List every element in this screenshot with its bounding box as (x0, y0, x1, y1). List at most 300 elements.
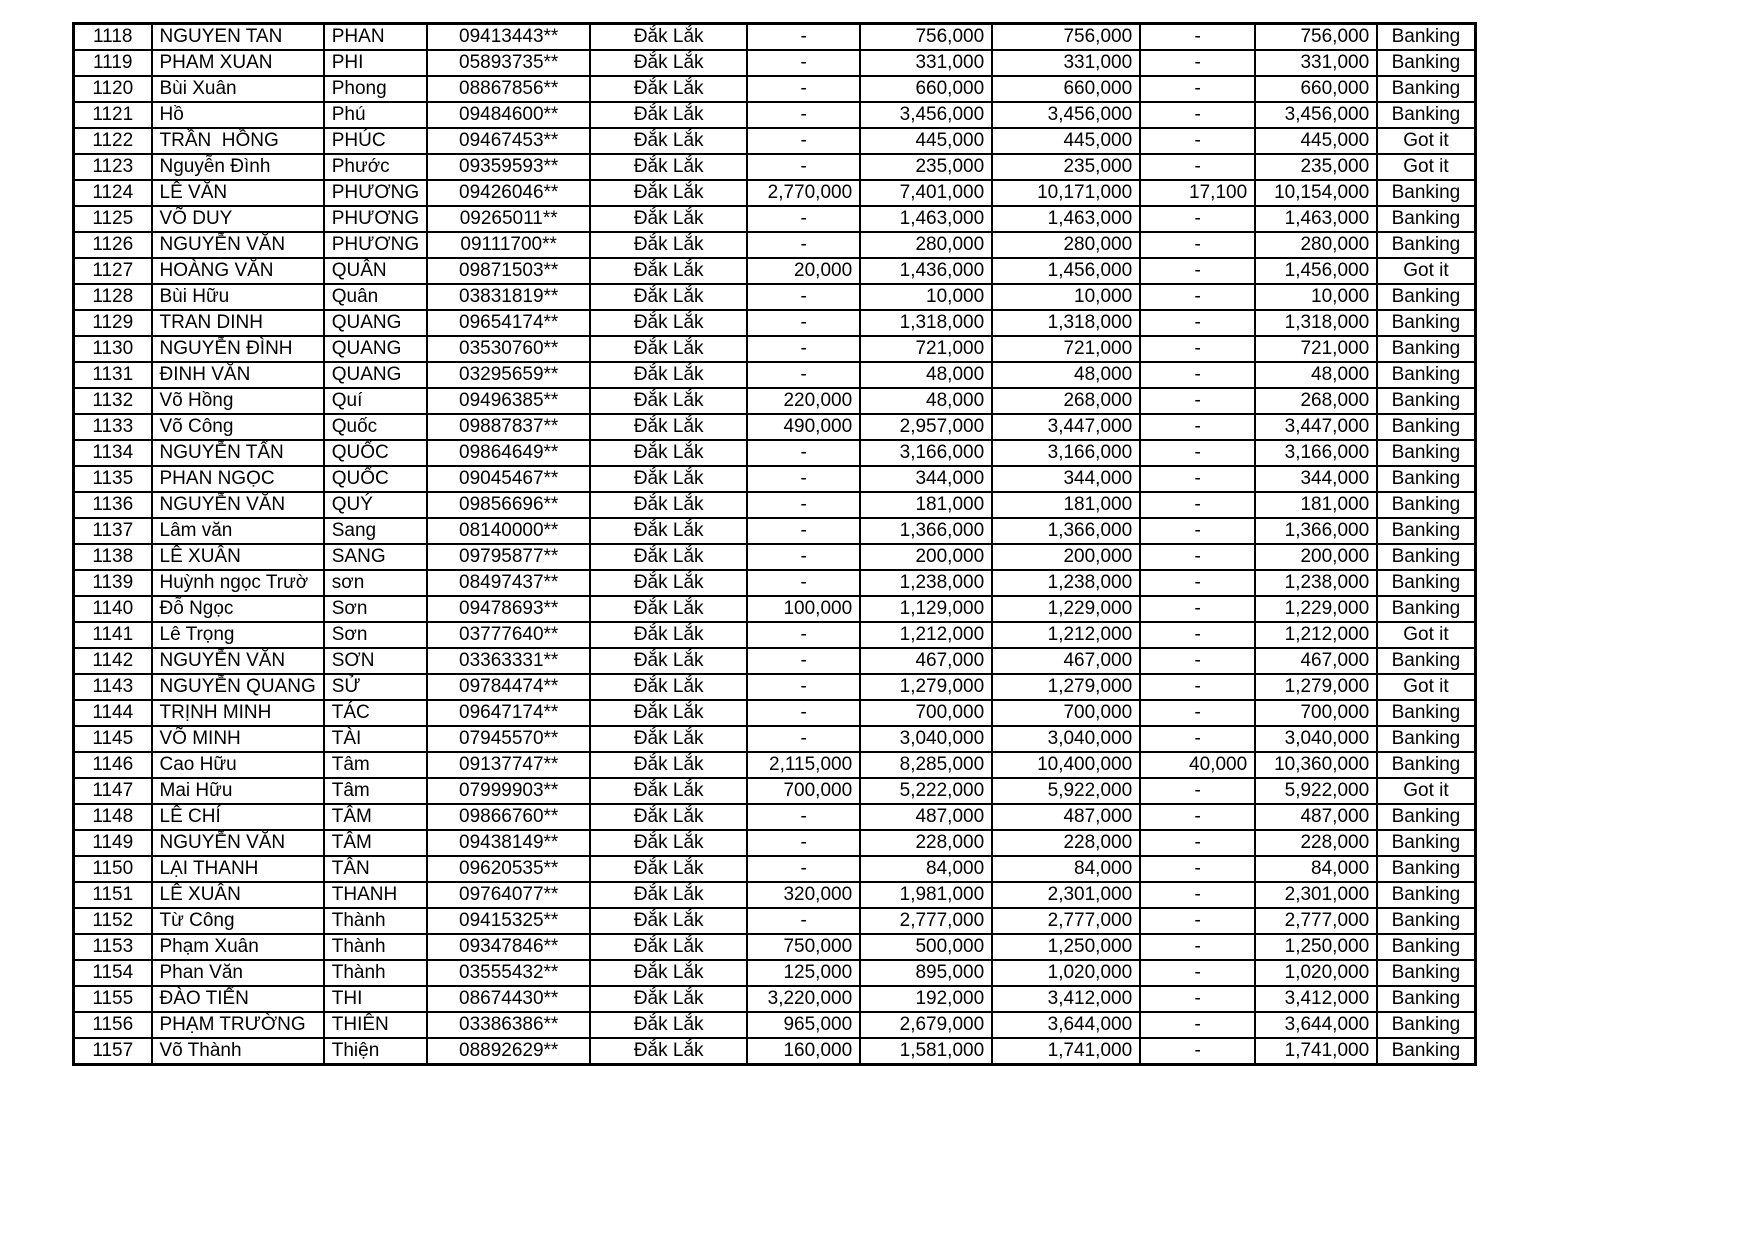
cell-phone: 03777640** (427, 622, 590, 648)
cell-amount-5: 268,000 (1255, 388, 1377, 414)
cell-phone: 09647174** (427, 700, 590, 726)
cell-status: Banking (1377, 726, 1475, 752)
table-row (74, 752, 1476, 778)
cell-province: Đắk Lắk (590, 882, 747, 908)
cell-amount-1: - (747, 492, 860, 518)
cell-row-id: 1122 (74, 128, 152, 154)
cell-province: Đắk Lắk (590, 180, 747, 206)
cell-status: Got it (1377, 778, 1475, 804)
cell-status: Banking (1377, 700, 1475, 726)
cell-phone: 09866760** (427, 804, 590, 830)
cell-amount-4: - (1140, 700, 1255, 726)
cell-amount-3: 3,644,000 (992, 1012, 1140, 1038)
table-row (74, 596, 1476, 622)
cell-status: Banking (1377, 336, 1475, 362)
cell-status: Banking (1377, 934, 1475, 960)
cell-amount-1: - (747, 154, 860, 180)
cell-row-id: 1119 (74, 50, 152, 76)
cell-amount-5: 1,741,000 (1255, 1038, 1377, 1065)
cell-amount-3: 1,741,000 (992, 1038, 1140, 1065)
cell-last-name: Phạm Xuân (152, 934, 324, 960)
table-row (74, 986, 1476, 1012)
cell-amount-3: 1,463,000 (992, 206, 1140, 232)
cell-amount-3: 10,400,000 (992, 752, 1140, 778)
cell-amount-1: 220,000 (747, 388, 860, 414)
cell-first-name: TÀI (324, 726, 427, 752)
cell-amount-4: - (1140, 908, 1255, 934)
cell-amount-2: 445,000 (860, 128, 992, 154)
cell-last-name: Bùi Xuân (152, 76, 324, 102)
cell-amount-2: 331,000 (860, 50, 992, 76)
cell-phone: 03386386** (427, 1012, 590, 1038)
cell-last-name: LÊ CHÍ (152, 804, 324, 830)
cell-amount-5: 487,000 (1255, 804, 1377, 830)
cell-amount-1: - (747, 466, 860, 492)
cell-amount-2: 1,212,000 (860, 622, 992, 648)
cell-first-name: Phú (324, 102, 427, 128)
cell-first-name: Phong (324, 76, 427, 102)
cell-row-id: 1146 (74, 752, 152, 778)
cell-amount-4: - (1140, 648, 1255, 674)
cell-first-name: Sơn (324, 596, 427, 622)
cell-status: Banking (1377, 466, 1475, 492)
cell-phone: 09484600** (427, 102, 590, 128)
cell-amount-2: 1,318,000 (860, 310, 992, 336)
cell-province: Đắk Lắk (590, 362, 747, 388)
cell-amount-2: 895,000 (860, 960, 992, 986)
cell-phone: 07945570** (427, 726, 590, 752)
cell-amount-1: - (747, 908, 860, 934)
cell-amount-3: 1,229,000 (992, 596, 1140, 622)
cell-last-name: Nguyễn Đình (152, 154, 324, 180)
cell-amount-1: - (747, 830, 860, 856)
cell-province: Đắk Lắk (590, 206, 747, 232)
cell-province: Đắk Lắk (590, 284, 747, 310)
cell-amount-1: - (747, 336, 860, 362)
cell-status: Banking (1377, 362, 1475, 388)
cell-amount-2: 3,166,000 (860, 440, 992, 466)
cell-amount-2: 2,957,000 (860, 414, 992, 440)
cell-amount-5: 660,000 (1255, 76, 1377, 102)
cell-last-name: LÊ XUÂN (152, 882, 324, 908)
cell-phone: 08497437** (427, 570, 590, 596)
cell-amount-2: 660,000 (860, 76, 992, 102)
cell-amount-1: - (747, 544, 860, 570)
cell-amount-4: - (1140, 440, 1255, 466)
cell-amount-2: 700,000 (860, 700, 992, 726)
cell-row-id: 1151 (74, 882, 152, 908)
cell-amount-2: 1,436,000 (860, 258, 992, 284)
cell-amount-3: 3,447,000 (992, 414, 1140, 440)
cell-first-name: QUÂN (324, 258, 427, 284)
cell-status: Banking (1377, 856, 1475, 882)
cell-phone: 09467453** (427, 128, 590, 154)
cell-phone: 09413443** (427, 24, 590, 51)
cell-province: Đắk Lắk (590, 804, 747, 830)
cell-row-id: 1123 (74, 154, 152, 180)
cell-amount-4: - (1140, 596, 1255, 622)
cell-status: Banking (1377, 908, 1475, 934)
cell-amount-3: 660,000 (992, 76, 1140, 102)
cell-status: Banking (1377, 76, 1475, 102)
cell-amount-3: 10,000 (992, 284, 1140, 310)
cell-status: Banking (1377, 570, 1475, 596)
cell-amount-3: 3,040,000 (992, 726, 1140, 752)
cell-row-id: 1128 (74, 284, 152, 310)
cell-amount-5: 1,250,000 (1255, 934, 1377, 960)
cell-first-name: PHAN (324, 24, 427, 51)
cell-phone: 09045467** (427, 466, 590, 492)
cell-amount-1: - (747, 648, 860, 674)
cell-amount-5: 3,447,000 (1255, 414, 1377, 440)
table-row (74, 856, 1476, 882)
cell-amount-3: 445,000 (992, 128, 1140, 154)
cell-row-id: 1142 (74, 648, 152, 674)
cell-amount-4: - (1140, 310, 1255, 336)
cell-status: Banking (1377, 830, 1475, 856)
cell-amount-5: 1,463,000 (1255, 206, 1377, 232)
table-row (74, 1038, 1476, 1065)
cell-last-name: PHAN NGỌC (152, 466, 324, 492)
cell-amount-1: 3,220,000 (747, 986, 860, 1012)
cell-last-name: NGUYỄN VĂN (152, 492, 324, 518)
cell-amount-2: 7,401,000 (860, 180, 992, 206)
cell-status: Banking (1377, 544, 1475, 570)
cell-amount-4: - (1140, 76, 1255, 102)
cell-status: Got it (1377, 258, 1475, 284)
table-row (74, 180, 1476, 206)
cell-phone: 09620535** (427, 856, 590, 882)
cell-amount-3: 1,250,000 (992, 934, 1140, 960)
cell-amount-3: 1,279,000 (992, 674, 1140, 700)
cell-amount-4: - (1140, 24, 1255, 51)
cell-status: Banking (1377, 596, 1475, 622)
cell-status: Banking (1377, 388, 1475, 414)
cell-row-id: 1129 (74, 310, 152, 336)
cell-last-name: NGUYỄN VĂN (152, 648, 324, 674)
cell-first-name: Sơn (324, 622, 427, 648)
cell-amount-2: 1,238,000 (860, 570, 992, 596)
cell-amount-4: - (1140, 50, 1255, 76)
cell-amount-5: 84,000 (1255, 856, 1377, 882)
cell-first-name: Thành (324, 934, 427, 960)
cell-province: Đắk Lắk (590, 622, 747, 648)
sheet-region (72, 22, 1477, 1066)
cell-province: Đắk Lắk (590, 466, 747, 492)
cell-last-name: PHAM XUAN (152, 50, 324, 76)
cell-first-name: PHƯƠNG (324, 232, 427, 258)
cell-status: Banking (1377, 24, 1475, 51)
cell-phone: 09887837** (427, 414, 590, 440)
cell-amount-3: 1,366,000 (992, 518, 1140, 544)
cell-first-name: QUÝ (324, 492, 427, 518)
cell-province: Đắk Lắk (590, 336, 747, 362)
cell-amount-2: 48,000 (860, 362, 992, 388)
cell-amount-5: 2,777,000 (1255, 908, 1377, 934)
cell-phone: 09438149** (427, 830, 590, 856)
cell-province: Đắk Lắk (590, 752, 747, 778)
cell-row-id: 1125 (74, 206, 152, 232)
cell-amount-2: 8,285,000 (860, 752, 992, 778)
cell-phone: 03831819** (427, 284, 590, 310)
cell-row-id: 1137 (74, 518, 152, 544)
cell-amount-2: 721,000 (860, 336, 992, 362)
cell-status: Banking (1377, 180, 1475, 206)
cell-amount-4: - (1140, 492, 1255, 518)
cell-status: Banking (1377, 284, 1475, 310)
cell-amount-5: 1,238,000 (1255, 570, 1377, 596)
cell-row-id: 1154 (74, 960, 152, 986)
cell-amount-5: 3,040,000 (1255, 726, 1377, 752)
cell-first-name: SANG (324, 544, 427, 570)
table-row (74, 284, 1476, 310)
cell-amount-3: 3,412,000 (992, 986, 1140, 1012)
cell-phone: 09359593** (427, 154, 590, 180)
cell-amount-2: 280,000 (860, 232, 992, 258)
cell-amount-5: 235,000 (1255, 154, 1377, 180)
cell-phone: 09795877** (427, 544, 590, 570)
cell-amount-2: 10,000 (860, 284, 992, 310)
cell-first-name: QUỐC (324, 466, 427, 492)
payments-table (72, 22, 1477, 1066)
cell-amount-4: - (1140, 154, 1255, 180)
cell-province: Đắk Lắk (590, 518, 747, 544)
cell-amount-5: 1,229,000 (1255, 596, 1377, 622)
cell-amount-3: 3,166,000 (992, 440, 1140, 466)
cell-province: Đắk Lắk (590, 986, 747, 1012)
cell-province: Đắk Lắk (590, 726, 747, 752)
cell-phone: 09784474** (427, 674, 590, 700)
cell-amount-5: 3,166,000 (1255, 440, 1377, 466)
cell-amount-4: - (1140, 1038, 1255, 1065)
cell-amount-1: - (747, 856, 860, 882)
cell-last-name: Mai Hữu (152, 778, 324, 804)
cell-amount-3: 700,000 (992, 700, 1140, 726)
cell-province: Đắk Lắk (590, 830, 747, 856)
cell-row-id: 1131 (74, 362, 152, 388)
cell-amount-5: 1,456,000 (1255, 258, 1377, 284)
cell-amount-3: 200,000 (992, 544, 1140, 570)
cell-last-name: NGUYỄN VĂN (152, 830, 324, 856)
cell-province: Đắk Lắk (590, 674, 747, 700)
cell-phone: 09496385** (427, 388, 590, 414)
cell-row-id: 1139 (74, 570, 152, 596)
table-row (74, 258, 1476, 284)
cell-amount-4: - (1140, 856, 1255, 882)
cell-amount-1: - (747, 518, 860, 544)
cell-amount-4: - (1140, 284, 1255, 310)
cell-amount-1: 320,000 (747, 882, 860, 908)
cell-first-name: TÁC (324, 700, 427, 726)
cell-amount-1: 2,770,000 (747, 180, 860, 206)
table-row (74, 908, 1476, 934)
cell-status: Banking (1377, 310, 1475, 336)
cell-amount-1: - (747, 700, 860, 726)
cell-row-id: 1147 (74, 778, 152, 804)
cell-amount-1: - (747, 440, 860, 466)
cell-province: Đắk Lắk (590, 440, 747, 466)
cell-row-id: 1157 (74, 1038, 152, 1065)
cell-province: Đắk Lắk (590, 544, 747, 570)
cell-amount-2: 756,000 (860, 24, 992, 51)
cell-first-name: Thiện (324, 1038, 427, 1065)
cell-row-id: 1153 (74, 934, 152, 960)
cell-phone: 09871503** (427, 258, 590, 284)
cell-amount-2: 2,777,000 (860, 908, 992, 934)
cell-amount-4: - (1140, 518, 1255, 544)
cell-last-name: Đỗ Ngọc (152, 596, 324, 622)
cell-amount-5: 700,000 (1255, 700, 1377, 726)
cell-first-name: THANH (324, 882, 427, 908)
cell-phone: 09426046** (427, 180, 590, 206)
cell-amount-5: 1,318,000 (1255, 310, 1377, 336)
cell-amount-5: 1,279,000 (1255, 674, 1377, 700)
cell-amount-3: 1,456,000 (992, 258, 1140, 284)
cell-row-id: 1140 (74, 596, 152, 622)
cell-last-name: LÊ XUÂN (152, 544, 324, 570)
cell-amount-3: 721,000 (992, 336, 1140, 362)
cell-first-name: Quí (324, 388, 427, 414)
cell-amount-4: - (1140, 830, 1255, 856)
cell-amount-4: - (1140, 128, 1255, 154)
cell-amount-4: - (1140, 804, 1255, 830)
cell-amount-2: 1,279,000 (860, 674, 992, 700)
cell-amount-3: 1,020,000 (992, 960, 1140, 986)
table-row (74, 674, 1476, 700)
cell-amount-1: - (747, 284, 860, 310)
cell-amount-3: 5,922,000 (992, 778, 1140, 804)
cell-province: Đắk Lắk (590, 648, 747, 674)
table-row (74, 102, 1476, 128)
table-row (74, 648, 1476, 674)
table-row (74, 960, 1476, 986)
cell-amount-2: 192,000 (860, 986, 992, 1012)
cell-row-id: 1120 (74, 76, 152, 102)
cell-row-id: 1126 (74, 232, 152, 258)
cell-amount-5: 200,000 (1255, 544, 1377, 570)
cell-amount-1: - (747, 206, 860, 232)
cell-amount-1: - (747, 726, 860, 752)
cell-last-name: Võ Hồng (152, 388, 324, 414)
cell-province: Đắk Lắk (590, 50, 747, 76)
cell-amount-4: - (1140, 778, 1255, 804)
cell-province: Đắk Lắk (590, 778, 747, 804)
cell-phone: 09415325** (427, 908, 590, 934)
cell-amount-3: 756,000 (992, 24, 1140, 51)
cell-status: Got it (1377, 674, 1475, 700)
table-row (74, 544, 1476, 570)
cell-phone: 03530760** (427, 336, 590, 362)
cell-amount-1: - (747, 362, 860, 388)
cell-province: Đắk Lắk (590, 1012, 747, 1038)
cell-province: Đắk Lắk (590, 76, 747, 102)
cell-last-name: VÕ DUY (152, 206, 324, 232)
cell-first-name: THI (324, 986, 427, 1012)
cell-amount-1: 125,000 (747, 960, 860, 986)
table-row (74, 622, 1476, 648)
cell-amount-1: 160,000 (747, 1038, 860, 1065)
cell-first-name: SỬ (324, 674, 427, 700)
cell-phone: 09478693** (427, 596, 590, 622)
cell-amount-5: 228,000 (1255, 830, 1377, 856)
cell-amount-3: 228,000 (992, 830, 1140, 856)
cell-amount-2: 5,222,000 (860, 778, 992, 804)
cell-status: Banking (1377, 206, 1475, 232)
table-row (74, 492, 1476, 518)
table-row (74, 24, 1476, 51)
cell-amount-3: 1,238,000 (992, 570, 1140, 596)
cell-first-name: SƠN (324, 648, 427, 674)
cell-status: Banking (1377, 440, 1475, 466)
cell-province: Đắk Lắk (590, 102, 747, 128)
cell-amount-1: 490,000 (747, 414, 860, 440)
cell-amount-4: - (1140, 570, 1255, 596)
cell-amount-2: 235,000 (860, 154, 992, 180)
cell-amount-4: - (1140, 102, 1255, 128)
cell-last-name: Hồ (152, 102, 324, 128)
cell-last-name: NGUYEN TAN (152, 24, 324, 51)
cell-status: Banking (1377, 648, 1475, 674)
cell-row-id: 1138 (74, 544, 152, 570)
cell-amount-4: - (1140, 986, 1255, 1012)
cell-amount-1: - (747, 310, 860, 336)
cell-province: Đắk Lắk (590, 570, 747, 596)
cell-amount-3: 235,000 (992, 154, 1140, 180)
cell-last-name: LẠI THANH (152, 856, 324, 882)
cell-last-name: TRAN DINH (152, 310, 324, 336)
cell-last-name: ĐÀO TIẾN (152, 986, 324, 1012)
cell-phone: 03363331** (427, 648, 590, 674)
cell-amount-2: 228,000 (860, 830, 992, 856)
cell-province: Đắk Lắk (590, 24, 747, 51)
cell-first-name: QUANG (324, 362, 427, 388)
cell-amount-2: 3,456,000 (860, 102, 992, 128)
cell-amount-4: - (1140, 882, 1255, 908)
cell-last-name: Bùi Hữu (152, 284, 324, 310)
cell-amount-1: - (747, 674, 860, 700)
cell-status: Got it (1377, 154, 1475, 180)
cell-province: Đắk Lắk (590, 414, 747, 440)
table-row (74, 1012, 1476, 1038)
cell-amount-2: 1,129,000 (860, 596, 992, 622)
cell-status: Banking (1377, 804, 1475, 830)
cell-amount-4: - (1140, 388, 1255, 414)
cell-row-id: 1143 (74, 674, 152, 700)
cell-phone: 09654174** (427, 310, 590, 336)
table-row (74, 804, 1476, 830)
cell-province: Đắk Lắk (590, 908, 747, 934)
cell-amount-1: - (747, 804, 860, 830)
cell-amount-5: 181,000 (1255, 492, 1377, 518)
cell-amount-2: 2,679,000 (860, 1012, 992, 1038)
cell-amount-2: 3,040,000 (860, 726, 992, 752)
cell-amount-5: 445,000 (1255, 128, 1377, 154)
cell-status: Banking (1377, 50, 1475, 76)
cell-last-name: NGUYỄN ĐÌNH (152, 336, 324, 362)
cell-amount-5: 1,212,000 (1255, 622, 1377, 648)
cell-province: Đắk Lắk (590, 232, 747, 258)
cell-status: Banking (1377, 986, 1475, 1012)
cell-amount-1: - (747, 570, 860, 596)
cell-status: Banking (1377, 492, 1475, 518)
cell-amount-5: 3,412,000 (1255, 986, 1377, 1012)
cell-first-name: QUANG (324, 310, 427, 336)
cell-amount-1: 20,000 (747, 258, 860, 284)
cell-row-id: 1124 (74, 180, 152, 206)
cell-row-id: 1133 (74, 414, 152, 440)
cell-amount-1: 100,000 (747, 596, 860, 622)
cell-status: Got it (1377, 622, 1475, 648)
